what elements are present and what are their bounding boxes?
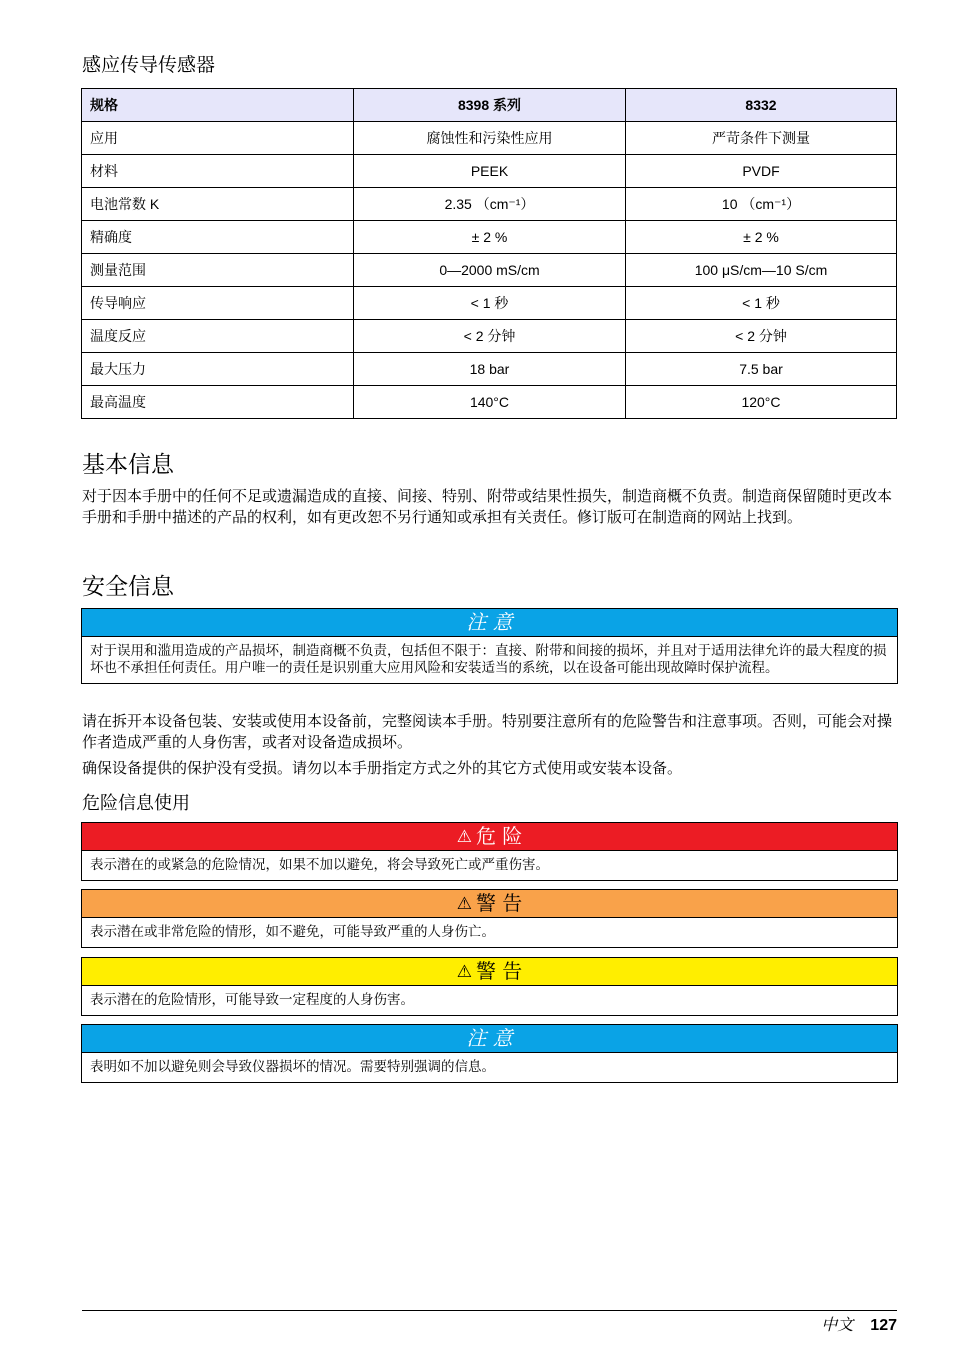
spec-table <box>81 88 897 419</box>
table-cell: 0—2000 mS/cm <box>354 254 626 287</box>
notice-text-2: 表明如不加以避免则会导致仪器损坏的情况。需要特别强调的信息。 <box>90 1059 495 1075</box>
table-cell: PEEK <box>354 155 626 188</box>
table-cell: 材料 <box>82 155 354 188</box>
danger-label: 危 险 <box>475 824 523 848</box>
page-number: 127 <box>870 1317 897 1334</box>
table-cell: < 1 秒 <box>626 287 897 320</box>
table-cell: < 1 秒 <box>354 287 626 320</box>
safety-paragraph-1: 请在拆开本设备包装、安装或使用本设备前，完整阅读本手册。特别要注意所有的危险警告和注意事项。否则，可能会对操作者造成严重的人身伤害，或者对设备造成损坏。 <box>82 712 893 751</box>
danger-text: 表示潜在的或紧急的危险情况，如果不加以避免，将会导致死亡或严重伤害。 <box>90 857 549 873</box>
caution-box <box>81 957 898 1016</box>
notice-box <box>81 608 898 684</box>
table-cell: 7.5 bar <box>626 353 897 386</box>
table-cell: 测量范围 <box>82 254 354 287</box>
table-cell: 18 bar <box>354 353 626 386</box>
warning-box <box>81 889 898 948</box>
table-cell: 10 （cm⁻¹） <box>626 188 897 221</box>
table-cell: 应用 <box>82 122 354 155</box>
section-title-inductive-sensor: 感应传导传感器 <box>82 54 216 76</box>
table-cell: < 2 分钟 <box>354 320 626 353</box>
table-row <box>82 155 897 188</box>
table-header-cell: 8398 系列 <box>354 89 626 122</box>
notice-header: 注 意 <box>82 609 897 637</box>
notice-text: 对于误用和滥用造成的产品损坏，制造商概不负责，包括但不限于：直接、附带和间接的损坏，并且对于适用法律允许的最大程度的损坏也不承担任何责任。用户唯一的责任是识别重大应用风险和安装适当的系统，以在设备可能出现故障时保护流程。 <box>90 643 887 676</box>
table-row <box>82 122 897 155</box>
danger-box <box>81 822 898 881</box>
table-row <box>82 254 897 287</box>
table-cell: 精确度 <box>82 221 354 254</box>
table-row <box>82 386 897 419</box>
table-cell: 2.35 （cm⁻¹） <box>354 188 626 221</box>
table-cell: 严苛条件下测量 <box>626 122 897 155</box>
warning-text: 表示潜在或非常危险的情形，如不避免，可能导致严重的人身伤亡。 <box>90 924 495 940</box>
table-row <box>82 287 897 320</box>
section-title-general-info: 基本信息 <box>82 452 174 478</box>
page-footer <box>821 1312 897 1335</box>
table-cell: 传导响应 <box>82 287 354 320</box>
table-cell: 140°C <box>354 386 626 419</box>
table-cell: 100 μS/cm—10 S/cm <box>626 254 897 287</box>
table-cell: 最大压力 <box>82 353 354 386</box>
table-cell: 最高温度 <box>82 386 354 419</box>
table-row <box>82 221 897 254</box>
table-cell: 温度反应 <box>82 320 354 353</box>
danger-header <box>82 823 897 851</box>
table-header-cell: 规格 <box>82 89 354 122</box>
table-cell: 120°C <box>626 386 897 419</box>
table-cell: ± 2 % <box>626 221 897 254</box>
table-cell: 电池常数 K <box>82 188 354 221</box>
table-cell: 腐蚀性和污染性应用 <box>354 122 626 155</box>
footer-divider <box>82 1310 897 1311</box>
section-title-safety-info: 安全信息 <box>82 574 174 600</box>
table-cell: < 2 分钟 <box>626 320 897 353</box>
notice-box-2 <box>81 1024 898 1083</box>
warning-label: 警 告 <box>475 891 523 915</box>
table-header-row <box>82 89 897 122</box>
table-row <box>82 320 897 353</box>
general-info-text: 对于因本手册中的任何不足或遗漏造成的直接、间接、特别、附带或结果性损失，制造商概不负责。制造商保留随时更改本手册和手册中描述的产品的权利，如有更改恕不另行通知或承担有关责任。修订版可在制造商的网站上找到。 <box>82 487 893 526</box>
caution-label: 警 告 <box>475 959 523 983</box>
table-header-cell: 8332 <box>626 89 897 122</box>
warning-triangle-icon: ⚠ <box>456 894 472 914</box>
table-row <box>82 188 897 221</box>
caution-text: 表示潜在的危险情形，可能导致一定程度的人身伤害。 <box>90 992 414 1008</box>
warning-header <box>82 890 897 918</box>
safety-paragraph-2: 确保设备提供的保护没有受损。请勿以本手册指定方式之外的其它方式使用或安装本设备。 <box>82 759 683 777</box>
warning-triangle-icon: ⚠ <box>456 962 472 982</box>
caution-header <box>82 958 897 986</box>
table-cell: ± 2 % <box>354 221 626 254</box>
footer-language: 中文 <box>821 1315 854 1334</box>
table-cell: PVDF <box>626 155 897 188</box>
notice-header-2: 注 意 <box>82 1025 897 1053</box>
table-row <box>82 353 897 386</box>
warning-triangle-icon: ⚠ <box>456 827 472 847</box>
section-title-hazard-info: 危险信息使用 <box>82 793 190 814</box>
